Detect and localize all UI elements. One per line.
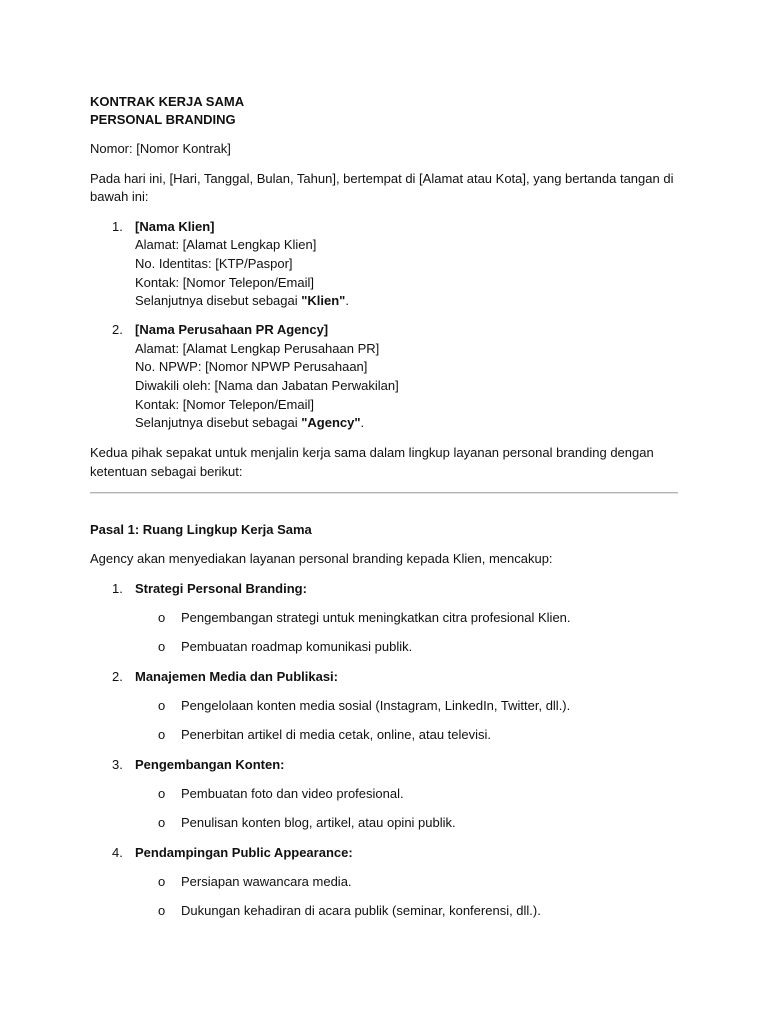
bullet-circle-icon: o	[158, 727, 166, 742]
bullet-circle-icon: o	[158, 610, 166, 625]
scope-item-number: 1.	[112, 581, 123, 596]
scope-bullet-text: Pembuatan roadmap komunikasi publik.	[181, 639, 413, 654]
scope-bullet-text: Persiapan wawancara media.	[181, 874, 352, 889]
pasal1-heading: Pasal 1: Ruang Lingkup Kerja Sama	[90, 522, 312, 537]
party1-alamat: Alamat: [Alamat Lengkap Klien]	[135, 237, 317, 252]
party2-sebutan-label: "Agency"	[301, 415, 361, 430]
party1-sebutan-prefix: Selanjutnya disebut sebagai	[135, 293, 302, 308]
scope-bullet-text: Pengelolaan konten media sosial (Instagram, LinkedIn, Twitter, dll.).	[181, 698, 571, 713]
horizontal-divider	[90, 492, 678, 494]
scope-bullet-text: Dukungan kehadiran di acara publik (seminar, konferensi, dll.).	[181, 903, 541, 918]
party2-sebutan-suffix: .	[360, 415, 365, 430]
party1-number: 1.	[112, 219, 123, 234]
scope-item-title: Pengembangan Konten:	[135, 757, 285, 772]
intro-line1: Pada hari ini, [Hari, Tanggal, Bulan, Tahun], bertempat di [Alamat atau Kota], yang bertanda tangan di	[90, 171, 674, 186]
scope-item-number: 2.	[112, 669, 123, 684]
party2-number: 2.	[112, 322, 123, 337]
intro-line2: bawah ini:	[90, 189, 149, 204]
party2-diwakili: Diwakili oleh: [Nama dan Jabatan Perwakilan]	[135, 378, 399, 393]
scope-item-title: Manajemen Media dan Publikasi:	[135, 669, 338, 684]
party1-sebutan-label: "Klien"	[301, 293, 346, 308]
scope-bullet-text: Penerbitan artikel di media cetak, online, atau televisi.	[181, 727, 492, 742]
scope-item-title: Pendampingan Public Appearance:	[135, 845, 353, 860]
party1-sebutan-suffix: .	[345, 293, 349, 308]
agreement-line1: Kedua pihak sepakat untuk menjalin kerja sama dalam lingkup layanan personal branding dengan	[90, 445, 654, 460]
doc-title-line2: PERSONAL BRANDING	[90, 112, 236, 127]
party1-kontak: Kontak: [Nomor Telepon/Email]	[135, 275, 314, 290]
party2-sebutan	[135, 414, 364, 433]
scope-item-number: 3.	[112, 757, 123, 772]
party2-kontak: Kontak: [Nomor Telepon/Email]	[135, 397, 314, 412]
party2-sebutan-prefix: Selanjutnya disebut sebagai	[135, 415, 302, 430]
bullet-circle-icon: o	[158, 639, 166, 654]
scope-item-title: Strategi Personal Branding:	[135, 581, 307, 596]
party2-alamat: Alamat: [Alamat Lengkap Perusahaan PR]	[135, 341, 380, 356]
party2-npwp: No. NPWP: [Nomor NPWP Perusahaan]	[135, 359, 368, 374]
scope-bullet-text: Pembuatan foto dan video profesional.	[181, 786, 404, 801]
contract-number: Nomor: [Nomor Kontrak]	[90, 141, 231, 156]
bullet-circle-icon: o	[158, 874, 166, 889]
party1-sebutan	[135, 292, 349, 311]
scope-bullet-text: Pengembangan strategi untuk meningkatkan citra profesional Klien.	[181, 610, 571, 625]
doc-title-line1: KONTRAK KERJA SAMA	[90, 94, 245, 109]
bullet-circle-icon: o	[158, 903, 166, 918]
scope-item-number: 4.	[112, 845, 123, 860]
bullet-circle-icon: o	[158, 698, 166, 713]
bullet-circle-icon: o	[158, 815, 166, 830]
agreement-line2: ketentuan sebagai berikut:	[90, 464, 243, 479]
party2-name: [Nama Perusahaan PR Agency]	[135, 322, 329, 337]
scope-bullet-text: Penulisan konten blog, artikel, atau opini publik.	[181, 815, 456, 830]
party1-identitas: No. Identitas: [KTP/Paspor]	[135, 256, 293, 271]
pasal1-intro: Agency akan menyediakan layanan personal branding kepada Klien, mencakup:	[90, 551, 553, 566]
party1-name: [Nama Klien]	[135, 219, 215, 234]
bullet-circle-icon: o	[158, 786, 166, 801]
